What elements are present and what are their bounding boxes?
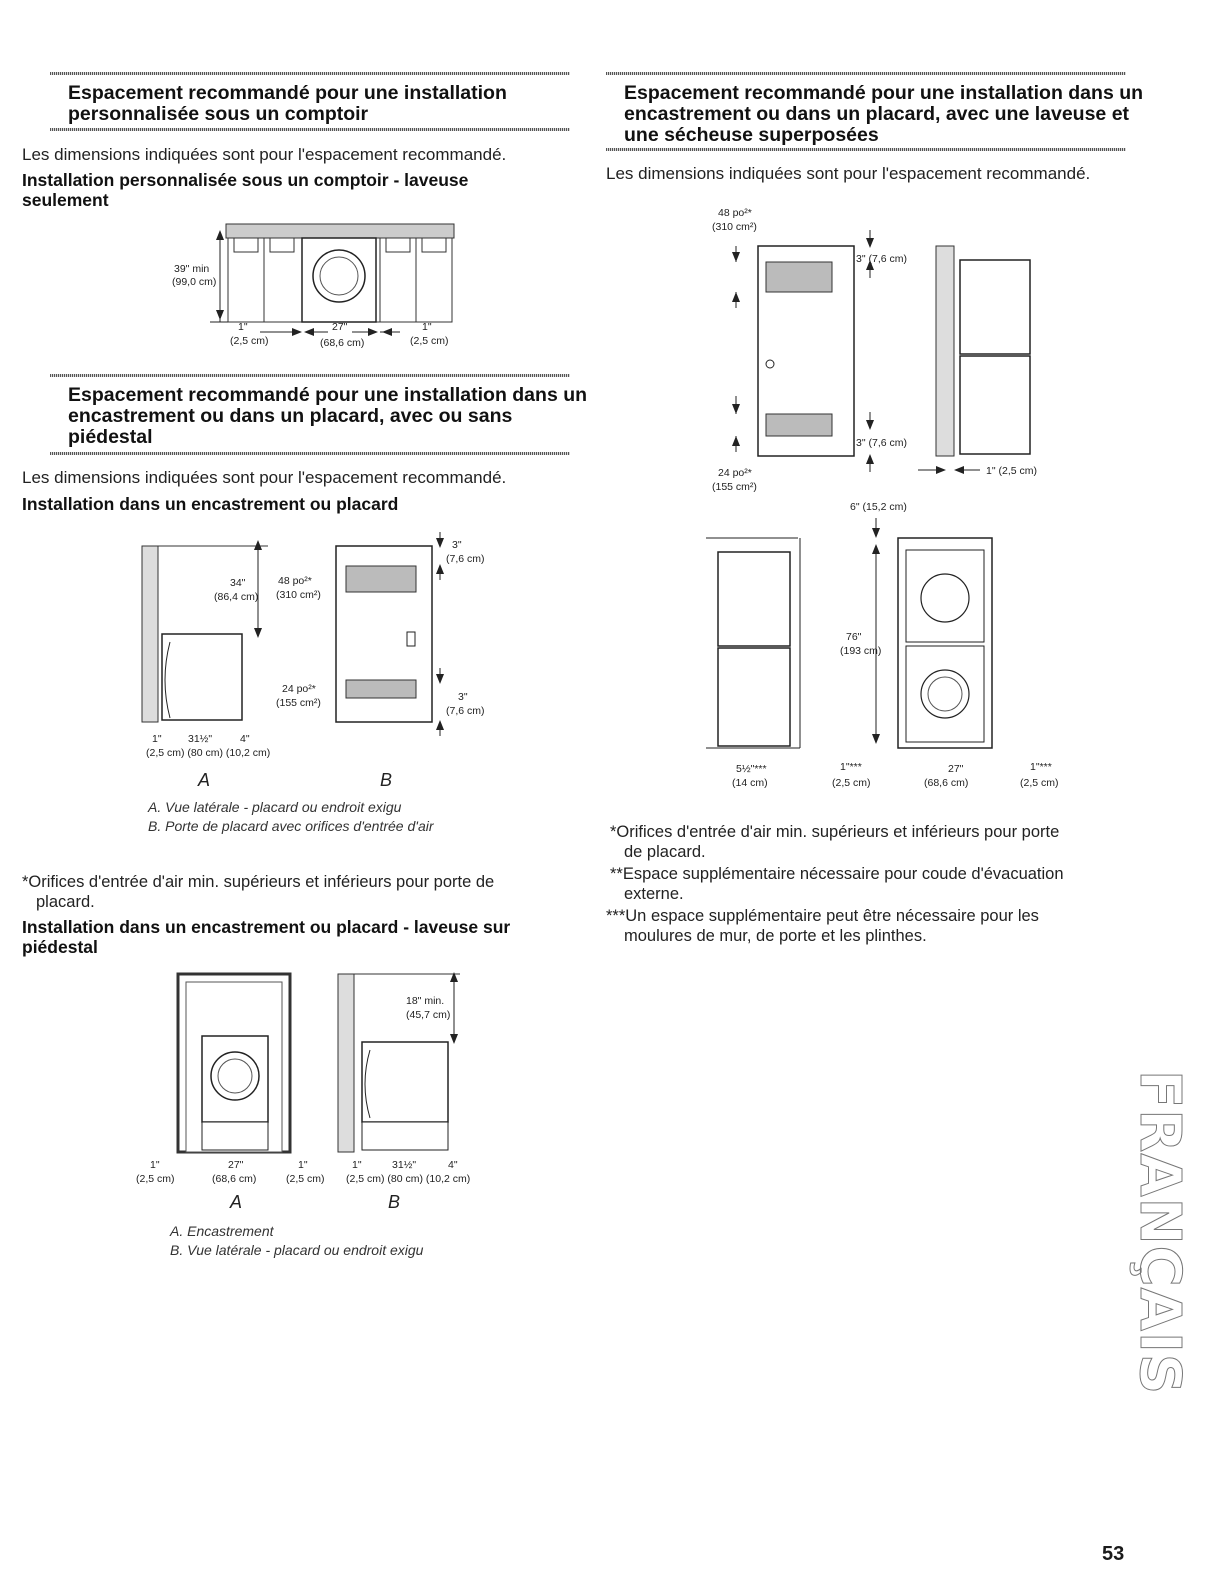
width-cm-label: (2,5 cm): [286, 1173, 325, 1185]
section-rule: [606, 148, 1126, 151]
section-heading: [68, 83, 507, 125]
vent-top: [346, 566, 416, 592]
width-cm-label: (2,5 cm): [230, 335, 269, 347]
footnote: [610, 864, 1064, 904]
depth-label: 4": [240, 733, 250, 745]
intro-text: Les dimensions indiquées sont pour l'espacement recommandé.: [606, 164, 1091, 183]
caption-line: B. Vue latérale - placard ou endroit exigu: [170, 1242, 424, 1258]
depth-label: 1": [152, 733, 162, 745]
gap-label: 3": [458, 691, 468, 703]
side-gap-label: 1" (2,5 cm): [986, 465, 1037, 477]
width-label: 1": [298, 1159, 308, 1171]
heading-line: Espacement recommandé pour une installation dans un: [624, 82, 1144, 104]
footnote: [22, 872, 494, 912]
stacked-diagram: [690, 200, 1090, 800]
dryer-side-2: [718, 552, 790, 646]
figure-letter-a: A: [230, 1192, 243, 1212]
pedestal-side: [362, 1122, 448, 1150]
width-cm-label: (2,5 cm): [1020, 777, 1059, 789]
figure-letter-b: B: [388, 1192, 401, 1212]
countertop: [226, 224, 454, 238]
top-gap-cm-label: (45,7 cm): [406, 1009, 451, 1021]
heading-line: Espacement recommandé pour une installation: [68, 82, 507, 104]
subheading: Installation dans un encastrement ou placard: [22, 494, 399, 514]
pedestal-diagram: [130, 970, 500, 1200]
language-side-tab: FRANÇAIS: [1127, 1070, 1192, 1396]
dryer-side: [960, 260, 1030, 354]
subheading: [22, 170, 468, 210]
width-cm-label: (68,6 cm): [924, 777, 969, 789]
washer-side-2: [718, 648, 790, 746]
width-label: 1"***: [1030, 761, 1052, 773]
gap-cm-label: (7,6 cm): [446, 553, 485, 565]
figure-letter-b: B: [380, 770, 393, 790]
caption-line: B. Porte de placard avec orifices d'entrée d'air: [148, 818, 434, 834]
footnote: [610, 822, 1059, 862]
width-label: 27": [228, 1159, 244, 1171]
heading-line: une sécheuse superposées: [624, 124, 879, 146]
intro-text: Les dimensions indiquées sont pour l'espacement recommandé.: [22, 468, 507, 487]
vent-top-cm-label: (310 cm²): [712, 221, 757, 233]
vent-bottom: [766, 414, 832, 436]
intro-text: Les dimensions indiquées sont pour l'espacement recommandé.: [22, 145, 507, 164]
heading-line: piédestal: [68, 426, 153, 448]
gap-label: 3" (7,6 cm): [856, 253, 907, 265]
section-rule: [50, 452, 570, 455]
vent-bottom-label: 24 po²*: [282, 683, 316, 695]
width-label: 1": [150, 1159, 160, 1171]
depth-cm-label: (2,5 cm) (80 cm) (10,2 cm): [346, 1173, 471, 1185]
vent-bottom: [346, 680, 416, 698]
top-gap-label: 18" min.: [406, 995, 445, 1007]
footnote-line: externe.: [624, 885, 684, 903]
footnote-line: *Orifices d'entrée d'air min. supérieurs et inférieurs pour porte: [610, 823, 1060, 841]
section-rule: [50, 374, 570, 377]
subheading-line: seulement: [22, 190, 109, 210]
top-gap-label: 6" (15,2 cm): [850, 501, 907, 513]
vent-top-cm-label: (310 cm²): [276, 589, 321, 601]
width-cm-label: (2,5 cm): [136, 1173, 175, 1185]
footnote-line: **Espace supplémentaire nécessaire pour coude d'évacuation: [610, 865, 1064, 883]
width-cm-label: (68,6 cm): [320, 337, 365, 349]
page-number: 53: [1102, 1543, 1125, 1565]
depth-label: 31½": [392, 1159, 417, 1171]
footnote-line: *Orifices d'entrée d'air min. supérieurs et inférieurs pour porte de: [22, 873, 495, 891]
figure-caption: [170, 1222, 423, 1260]
width-label: 27": [948, 763, 964, 775]
width-cm-label: (68,6 cm): [212, 1173, 257, 1185]
depth-label: 4": [448, 1159, 458, 1171]
section-rule: [50, 128, 570, 131]
height-label: 34": [230, 577, 246, 589]
caption-line: A. Encastrement: [170, 1223, 274, 1239]
figure-letter-a: A: [198, 770, 211, 790]
washer-side: [960, 356, 1030, 454]
washer-front: [906, 646, 984, 742]
gap-label: 3" (7,6 cm): [856, 437, 907, 449]
washer-side: [362, 1042, 448, 1122]
heading-line: Espacement recommandé pour une installation dans un: [68, 384, 588, 406]
section-heading: [68, 385, 587, 448]
figure-caption: [148, 798, 434, 836]
caption-line: A. Vue latérale - placard ou endroit exigu: [148, 799, 402, 815]
closet-wall: [936, 246, 954, 456]
width-cm-label: (14 cm): [732, 777, 768, 789]
gap-label: 3": [452, 539, 462, 551]
footnote-line: placard.: [36, 893, 95, 911]
height-label: 39" min: [174, 263, 210, 275]
width-label: 1": [238, 321, 248, 333]
section-rule: [50, 72, 570, 75]
vent-bottom-label: 24 po²*: [718, 467, 752, 479]
section-rule: [606, 72, 1126, 75]
width-label: 27": [332, 321, 348, 333]
height-cm-label: (86,4 cm): [214, 591, 259, 603]
vent-top-label: 48 po²*: [278, 575, 312, 587]
footnote-line: ***Un espace supplémentaire peut être nécessaire pour les: [606, 907, 1039, 925]
depth-label: 1": [352, 1159, 362, 1171]
gap-cm-label: (7,6 cm): [446, 705, 485, 717]
width-label: 1": [422, 321, 432, 333]
section-heading: [624, 83, 1143, 146]
subheading-line: piédestal: [22, 937, 98, 957]
heading-line: encastrement ou dans un placard, avec une laveuse et: [624, 103, 1130, 125]
vent-top-label: 48 po²*: [718, 207, 752, 219]
heading-line: personnalisée sous un comptoir: [68, 103, 369, 125]
heading-line: encastrement ou dans un placard, avec ou sans: [68, 405, 513, 427]
closet-diagram: [140, 522, 500, 792]
height-label: 76": [846, 631, 862, 643]
undercounter-diagram: [160, 212, 470, 357]
footnote-line: de placard.: [624, 843, 706, 861]
washer-side: [162, 634, 242, 720]
width-label: 1"***: [840, 761, 862, 773]
depth-cm-label: (2,5 cm) (80 cm) (10,2 cm): [146, 747, 271, 759]
footnote-line: moulures de mur, de porte et les plinthes.: [624, 927, 927, 945]
vent-top: [766, 262, 832, 292]
dryer-front: [906, 550, 984, 642]
subheading: [22, 917, 510, 957]
width-cm-label: (2,5 cm): [832, 777, 871, 789]
height-cm-label: (99,0 cm): [172, 276, 217, 288]
vent-bottom-cm-label: (155 cm²): [276, 697, 321, 709]
closet-wall: [338, 974, 354, 1152]
height-cm-label: (193 cm): [840, 645, 882, 657]
closet-wall: [142, 546, 158, 722]
subheading-line: Installation dans un encastrement ou placard - laveuse sur: [22, 917, 511, 937]
pedestal: [202, 1122, 268, 1150]
subheading-line: Installation personnalisée sous un comptoir - laveuse: [22, 170, 469, 190]
vent-bottom-cm-label: (155 cm²): [712, 481, 757, 493]
width-cm-label: (2,5 cm): [410, 335, 449, 347]
depth-label: 31½": [188, 733, 213, 745]
footnote: [606, 906, 1039, 946]
width-label: 5½"***: [736, 763, 767, 775]
